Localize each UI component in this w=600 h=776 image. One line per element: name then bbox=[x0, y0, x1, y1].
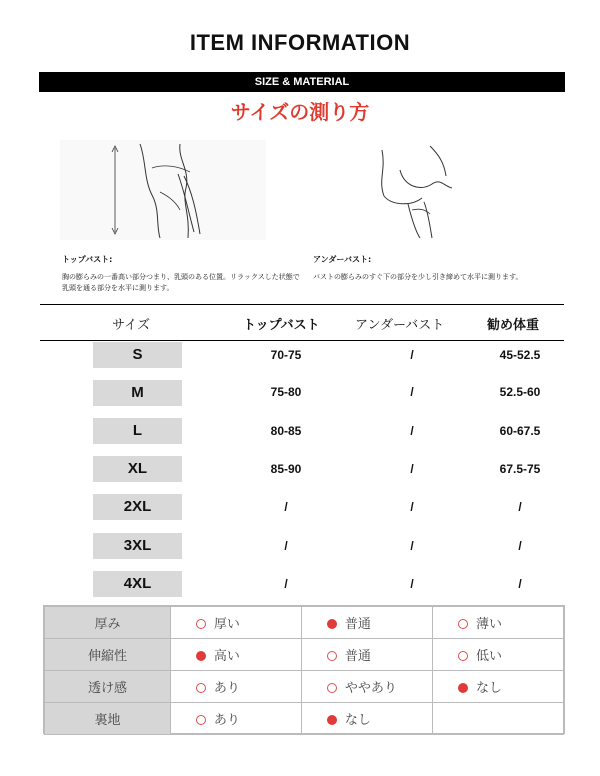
material-option: 高い bbox=[170, 639, 301, 671]
weight-value: / bbox=[518, 577, 522, 591]
under-bust-value: / bbox=[410, 539, 414, 553]
material-option: 普通 bbox=[301, 639, 432, 671]
table-top-rule bbox=[40, 304, 564, 305]
material-option: 普通 bbox=[301, 607, 432, 639]
material-option: ややあり bbox=[301, 671, 432, 703]
radio-filled-icon bbox=[458, 683, 468, 693]
size-label: 3XL bbox=[93, 533, 182, 559]
size-label: S bbox=[93, 342, 182, 368]
measure-title: サイズの測り方 bbox=[230, 100, 370, 124]
radio-empty-icon bbox=[458, 651, 468, 661]
under-bust-value: / bbox=[410, 462, 414, 476]
top-bust-figure bbox=[60, 140, 266, 240]
top-bust-value: / bbox=[284, 539, 288, 553]
material-option: あり bbox=[170, 703, 301, 735]
under-bust-illustration bbox=[312, 140, 518, 240]
radio-empty-icon bbox=[327, 683, 337, 693]
under-bust-caption: アンダーバスト: bbox=[313, 255, 372, 264]
weight-value: 45-52.5 bbox=[499, 348, 541, 362]
material-label: 厚み bbox=[45, 607, 171, 639]
material-option: あり bbox=[170, 671, 301, 703]
under-bust-description: バストの膨らみのすぐ下の部分を少し引き締めて水平に測ります。 bbox=[313, 273, 523, 281]
top-bust-caption: トップバスト: bbox=[62, 255, 113, 264]
size-label: 4XL bbox=[93, 571, 182, 597]
material-label: 裏地 bbox=[45, 703, 171, 735]
radio-empty-icon bbox=[327, 651, 337, 661]
size-label: L bbox=[93, 418, 182, 444]
material-row-sheerness bbox=[45, 671, 564, 703]
radio-empty-icon bbox=[196, 683, 206, 693]
material-option: なし bbox=[432, 671, 563, 703]
size-label: M bbox=[93, 380, 182, 406]
under-bust-value: / bbox=[410, 385, 414, 399]
top-bust-value: / bbox=[284, 500, 288, 514]
radio-empty-icon bbox=[196, 715, 206, 725]
page-title: ITEM INFORMATION bbox=[189, 30, 411, 55]
weight-value: 60-67.5 bbox=[499, 424, 541, 438]
material-label: 透け感 bbox=[45, 671, 171, 703]
under-bust-value: / bbox=[410, 500, 414, 514]
weight-value: / bbox=[518, 539, 522, 553]
header-weight: 勧め体重 bbox=[487, 318, 540, 333]
top-bust-value: 80-85 bbox=[270, 424, 302, 438]
radio-empty-icon bbox=[458, 619, 468, 629]
material-option-empty bbox=[432, 703, 563, 735]
radio-filled-icon bbox=[327, 715, 337, 725]
table-header-rule bbox=[40, 340, 564, 341]
material-option: 低い bbox=[432, 639, 563, 671]
material-option: 厚い bbox=[170, 607, 301, 639]
material-option: なし bbox=[301, 703, 432, 735]
top-bust-value: 70-75 bbox=[270, 348, 302, 362]
under-bust-value: / bbox=[410, 577, 414, 591]
section-bar: SIZE & MATERIAL bbox=[39, 72, 565, 92]
radio-empty-icon bbox=[196, 619, 206, 629]
material-row-stretch bbox=[45, 639, 564, 671]
weight-value: 67.5-75 bbox=[499, 462, 541, 476]
size-label: XL bbox=[93, 456, 182, 482]
top-bust-value: / bbox=[284, 577, 288, 591]
weight-value: / bbox=[518, 500, 522, 514]
material-option: 薄い bbox=[432, 607, 563, 639]
under-bust-figure bbox=[312, 140, 518, 240]
header-under-bust: アンダーバスト bbox=[355, 318, 445, 333]
header-top-bust: トップバスト bbox=[243, 318, 320, 333]
top-bust-value: 75-80 bbox=[270, 385, 302, 399]
size-label: 2XL bbox=[93, 494, 182, 520]
under-bust-value: / bbox=[410, 348, 414, 362]
material-label: 伸縮性 bbox=[45, 639, 171, 671]
material-row-lining bbox=[45, 703, 564, 735]
top-bust-value: 85-90 bbox=[270, 462, 302, 476]
top-bust-illustration bbox=[60, 140, 266, 240]
radio-filled-icon bbox=[327, 619, 337, 629]
header-size: サイズ bbox=[112, 318, 150, 333]
material-row-thickness bbox=[45, 607, 564, 639]
under-bust-value: / bbox=[410, 424, 414, 438]
top-bust-description: 胸の膨らみの一番高い部分つまり、乳頭のある位置。リラックスした状態で乳頭を通る部分を水平に測ります。 bbox=[62, 273, 300, 292]
material-table bbox=[43, 605, 565, 734]
weight-value: 52.5-60 bbox=[499, 385, 541, 399]
radio-filled-icon bbox=[196, 651, 206, 661]
